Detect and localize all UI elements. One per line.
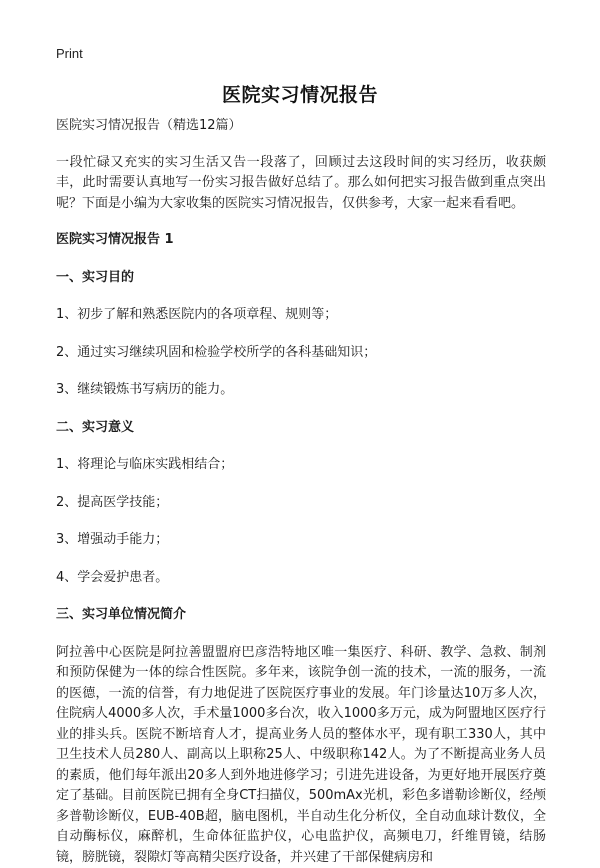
list-item: 2、通过实习继续巩固和检验学校所学的各科基础知识；	[56, 343, 546, 364]
list-item: 1、初步了解和熟悉医院内的各项章程、规则等；	[56, 305, 546, 326]
document-subtitle: 医院实习情况报告（精选12篇）	[56, 116, 546, 137]
section-heading-significance: 二、实习意义	[56, 418, 546, 439]
list-item: 3、继续锻炼书写病历的能力。	[56, 380, 546, 401]
list-item: 4、学会爱护患者。	[56, 568, 546, 589]
section-heading-unit-intro: 三、实习单位情况简介	[56, 605, 546, 626]
document-title: 医院实习情况报告	[0, 80, 600, 107]
list-item: 2、提高医学技能；	[56, 493, 546, 514]
intro-paragraph: 一段忙碌又充实的实习生活又告一段落了，回顾过去这段时间的实习经历，收获颇丰，此时需要认真地写一份实习报告做好总结了。那么如何把实习报告做到重点突出呢？下面是小编为大家收集的医院实习情况报告，仅供参考，大家一起来看看吧。	[56, 153, 546, 215]
report-heading: 医院实习情况报告 1	[56, 230, 546, 251]
section-heading-purpose: 一、实习目的	[56, 268, 546, 289]
list-item: 1、将理论与临床实践相结合；	[56, 455, 546, 476]
document-body	[56, 116, 546, 868]
unit-intro-paragraph: 阿拉善中心医院是阿拉善盟盟府巴彦浩特地区唯一集医疗、科研、教学、急救、制剂和预防保健为一体的综合性医院。多年来，该院争创一流的技术，一流的服务，一流的医德，一流的信誉，有力地促进了医院医疗事业的发展。年门诊量达10万多人次，住院病人4000多人次，手术量1000多台次，收入1000多万元，成为阿盟地区医疗行业的排头兵。医院不断培育人才，提高业务人员的整体水平，现有职工330人，其中卫生技术人员280人、副高以上职称25人、中级职称142人。为了不断提高业务人员的素质，他们每年派出20多人到外地进修学习；引进先进设备，为更好地开展医疗奠定了基础。目前医院已拥有全身CT扫描仪，500mAx光机，彩色多谱勒诊断仪，经颅多普勒诊断仪，EUB-40B超，脑电图机，半自动生化分析仪，全自动血球计数仪，全自动酶标仪，麻醉机，生命体征监护仪，心电监护仪，高频电刀，纤维胃镜，结肠镜，膀胱镜，裂隙灯等高精尖医疗设备，并兴建了干部保健病房和	[56, 643, 546, 868]
list-item: 3、增强动手能力；	[56, 530, 546, 551]
print-label: Print	[56, 46, 83, 61]
